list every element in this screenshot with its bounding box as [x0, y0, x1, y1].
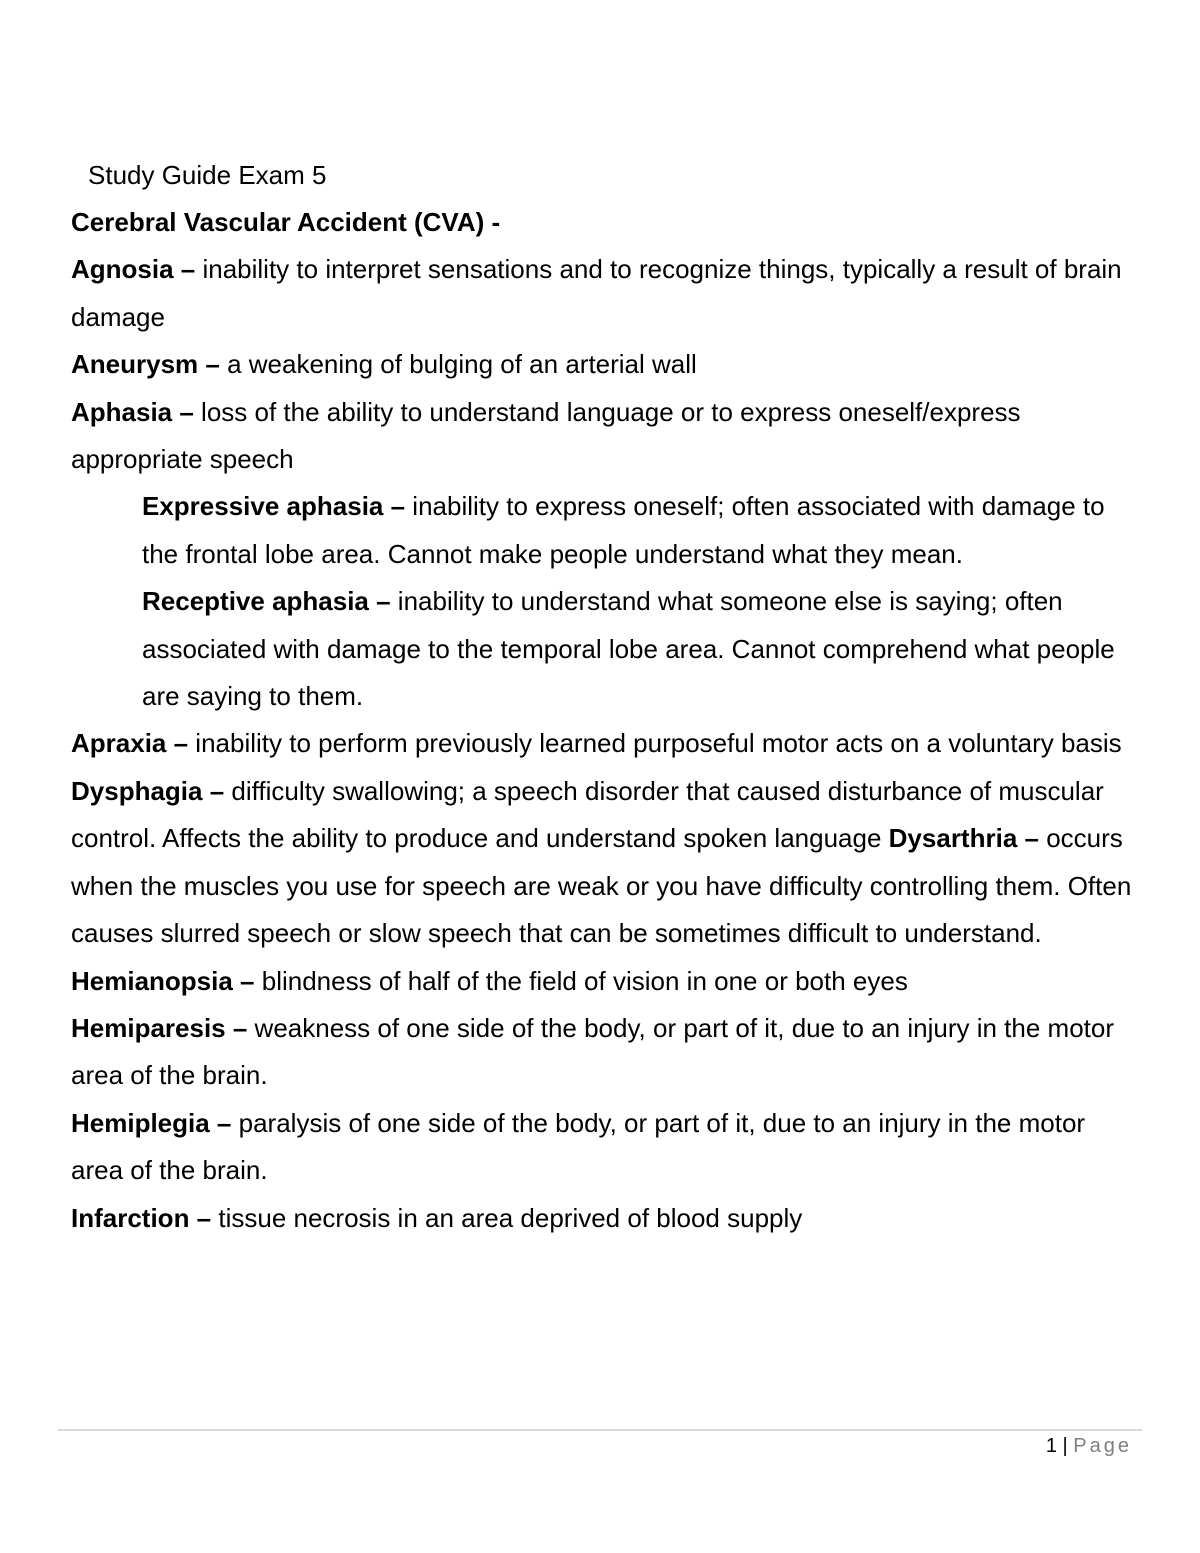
definition: occurs when the muscles you use for speech are weak or you have difficulty controlling them. Often causes slurred speech or slow speech that can be sometimes difficult to understand. — [71, 823, 1132, 949]
term: Hemianopsia – — [71, 965, 255, 996]
paragraph-aneurysm — [71, 341, 1143, 388]
document-title: Study Guide Exam 5 — [88, 160, 327, 190]
paragraph-hemiplegia — [71, 1100, 1143, 1195]
definition: inability to express oneself; often associated with damage to the frontal lobe area. Cannot make people understand what they mean. — [142, 491, 1105, 569]
paragraph-agnosia — [71, 246, 1143, 341]
definition: inability to perform previously learned purposeful motor acts on a voluntary basis — [188, 728, 1122, 759]
paragraph-hemianopsia — [71, 958, 1143, 1005]
term: Dysarthria – — [888, 823, 1039, 854]
definition: tissue necrosis in an area deprived of blood supply — [211, 1202, 803, 1233]
page-footer — [1046, 1433, 1132, 1459]
definition: loss of the ability to understand language or to express oneself/express appropriate speech — [71, 396, 1021, 475]
term: Hemiplegia – — [71, 1107, 232, 1138]
paragraph-apraxia — [71, 720, 1143, 767]
document-body — [71, 199, 1143, 1242]
definition: weakness of one side of the body, or part of it, due to an injury in the motor area of the brain. — [71, 1012, 1115, 1091]
paragraph-dysphagia-dysarthria — [71, 768, 1143, 958]
definition: inability to understand what someone else is saying; often associated with damage to the temporal lobe area. Cannot comprehend what people are saying to them. — [142, 586, 1115, 712]
term: Expressive aphasia – — [142, 491, 406, 522]
term: Apraxia – — [71, 728, 189, 759]
definition: inability to interpret sensations and to recognize things, typically a result of brain damage — [71, 254, 1122, 332]
paragraph-expressive-aphasia — [71, 483, 1143, 578]
definition: difficulty swallowing; a speech disorder that caused disturbance of muscular control. Affects the ability to produce and understand spoken language — [71, 775, 1104, 854]
term: Dysphagia – — [71, 775, 225, 806]
term: Agnosia – — [71, 254, 196, 285]
term: Infarction – — [71, 1202, 212, 1233]
footer-divider — [58, 1429, 1142, 1431]
definition: paralysis of one side of the body, or part of it, due to an injury in the motor area of the brain. — [71, 1107, 1086, 1186]
term: Cerebral Vascular Accident (CVA) - — [71, 207, 501, 237]
term: Receptive aphasia – — [142, 586, 391, 617]
paragraph-cva — [71, 199, 1143, 246]
definition: a weakening of bulging of an arterial wall — [219, 349, 697, 380]
paragraph-hemiparesis — [71, 1005, 1143, 1100]
paragraph-aphasia — [71, 389, 1143, 484]
definition: blindness of half of the field of vision in one or both eyes — [254, 965, 908, 996]
term: Aneurysm – — [71, 349, 220, 380]
paragraph-infarction — [71, 1195, 1143, 1242]
term: Aphasia – — [71, 396, 194, 427]
page-number: 1 — [1045, 1435, 1057, 1457]
term: Hemiparesis – — [71, 1012, 248, 1043]
page-label: Page — [1073, 1435, 1132, 1457]
footer-separator: | — [1056, 1435, 1074, 1457]
paragraph-receptive-aphasia — [71, 578, 1143, 720]
